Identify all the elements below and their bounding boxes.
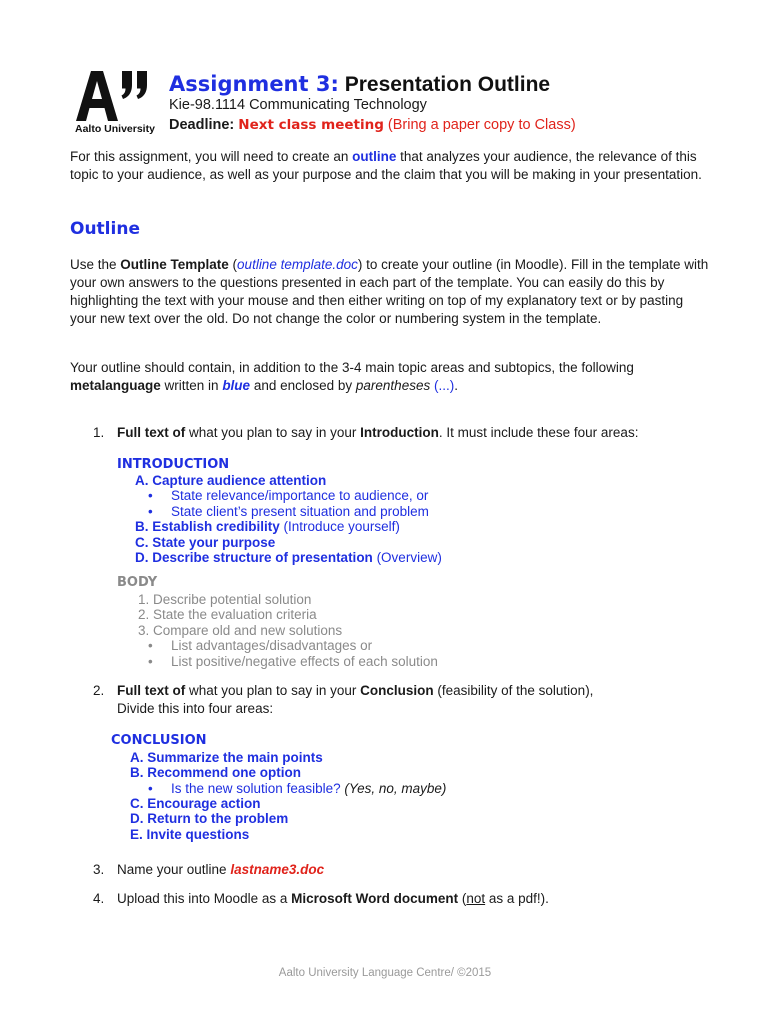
text: Is the new solution feasible? bbox=[171, 781, 345, 796]
intro-text: For this assignment, you will need to create an bbox=[70, 149, 353, 164]
text: (Yes, no, maybe) bbox=[344, 781, 447, 796]
text: and enclosed by bbox=[250, 378, 356, 393]
conclusion-heading: CONCLUSION bbox=[111, 733, 207, 748]
text: Full text of bbox=[117, 683, 186, 698]
text: what you plan to say in your bbox=[185, 425, 361, 440]
metalanguage-term: metalanguage bbox=[70, 378, 161, 393]
body-bullet-2: List positive/negative effects of each solution bbox=[171, 654, 438, 669]
deadline-label: Deadline: bbox=[169, 117, 235, 133]
conclusion-b-bullet bbox=[171, 781, 446, 797]
body-item-2: 2. State the evaluation criteria bbox=[138, 607, 317, 622]
item-3-text bbox=[117, 861, 324, 879]
parentheses-word: parentheses bbox=[355, 378, 431, 393]
item-2-text bbox=[117, 682, 593, 700]
intro-item-a: A. Capture audience attention bbox=[135, 473, 327, 488]
text: . It must include these four areas: bbox=[438, 425, 639, 440]
intro-a-bullet-2: State client’s present situation and problem bbox=[171, 504, 429, 519]
intro-item-b bbox=[135, 519, 400, 535]
contain-paragraph bbox=[70, 359, 710, 395]
text: Microsoft Word document bbox=[291, 891, 459, 906]
conclusion-item-e: E. Invite questions bbox=[130, 827, 250, 842]
text: ( bbox=[228, 257, 238, 272]
bullet-icon: • bbox=[148, 488, 153, 503]
intro-paragraph bbox=[70, 148, 710, 184]
deadline-value: Next class meeting bbox=[238, 117, 384, 133]
item-2-line-2: Divide this into four areas: bbox=[117, 701, 274, 716]
text: Upload this into Moodle as a bbox=[117, 891, 292, 906]
blue-word: blue bbox=[222, 378, 251, 393]
item-4-number: 4. bbox=[93, 891, 105, 906]
intro-a-bullet-1: State relevance/importance to audience, or bbox=[171, 488, 429, 503]
text: Conclusion bbox=[360, 683, 434, 698]
page-footer: Aalto University Language Centre/ ©2015 bbox=[278, 967, 492, 979]
intro-keyword: outline bbox=[352, 149, 397, 164]
deadline-note: (Bring a paper copy to Class) bbox=[387, 117, 576, 133]
outline-heading: Outline bbox=[70, 219, 140, 239]
introduction-heading: INTRODUCTION bbox=[117, 457, 230, 472]
text: . bbox=[454, 378, 458, 393]
bullet-icon: • bbox=[148, 638, 153, 653]
conclusion-item-d: D. Return to the problem bbox=[130, 811, 289, 826]
bullet-icon: • bbox=[148, 781, 153, 796]
item-2-number: 2. bbox=[93, 683, 105, 698]
text: (feasibility of the solution), bbox=[433, 683, 594, 698]
text: D. Describe structure of presentation bbox=[135, 550, 373, 565]
text: not bbox=[466, 891, 486, 906]
parentheses-example: (...) bbox=[433, 378, 455, 393]
conclusion-item-b: B. Recommend one option bbox=[130, 765, 302, 780]
page-title bbox=[169, 72, 550, 97]
template-name: Outline Template bbox=[120, 257, 229, 272]
text: what you plan to say in your bbox=[185, 683, 361, 698]
deadline-line bbox=[169, 117, 576, 133]
body-heading: BODY bbox=[117, 575, 158, 590]
template-paragraph bbox=[70, 256, 710, 328]
text: written in bbox=[160, 378, 223, 393]
text: as a pdf!). bbox=[485, 891, 549, 906]
intro-item-c: C. State your purpose bbox=[135, 535, 276, 550]
title-prefix: Assignment 3: bbox=[169, 72, 339, 96]
item-3-number: 3. bbox=[93, 862, 105, 877]
text: B. Establish credibility bbox=[135, 519, 280, 534]
text: Introduction bbox=[360, 425, 439, 440]
template-file-link[interactable]: outline template.doc bbox=[237, 257, 358, 272]
item-1-text bbox=[117, 424, 638, 442]
item-1-number: 1. bbox=[93, 425, 105, 440]
aalto-logo-icon bbox=[76, 71, 156, 121]
text: ) to create your outline (in Moodle). Fill in the template with your own answers to the questions presented in each part of the template. You can easily do this by highlighting the text with your mouse and then either writing on top of my explanatory text or by pasting your new text over the old. Do not change the color or numbering system in the template. bbox=[70, 257, 709, 326]
course-code: Kie-98.1114 Communicating Technology bbox=[169, 97, 427, 113]
text: Use the bbox=[70, 257, 121, 272]
body-item-3: 3. Compare old and new solutions bbox=[138, 623, 343, 638]
title-rest: Presentation Outline bbox=[344, 73, 551, 96]
body-item-1: 1. Describe potential solution bbox=[138, 592, 312, 607]
text: Full text of bbox=[117, 425, 186, 440]
outline-filename: lastname3.doc bbox=[230, 862, 325, 877]
text: (Introduce yourself) bbox=[279, 519, 400, 534]
text: Name your outline bbox=[117, 862, 231, 877]
bullet-icon: • bbox=[148, 654, 153, 669]
intro-item-d bbox=[135, 550, 442, 566]
body-bullet-1: List advantages/disadvantages or bbox=[171, 638, 373, 653]
conclusion-item-c: C. Encourage action bbox=[130, 796, 261, 811]
logo-university-name: Aalto University bbox=[75, 123, 155, 135]
item-4-text bbox=[117, 890, 549, 908]
text: ( bbox=[458, 891, 467, 906]
text: Your outline should contain, in addition to the 3-4 main topic areas and subtopics, the following bbox=[70, 360, 634, 375]
text: (Overview) bbox=[372, 550, 442, 565]
bullet-icon: • bbox=[148, 504, 153, 519]
intro-text-end: that analyzes your audience, the relevance of this topic to your audience, as well as your purpose and the claim that you will be making in your presentation. bbox=[70, 149, 702, 182]
conclusion-item-a: A. Summarize the main points bbox=[130, 750, 323, 765]
